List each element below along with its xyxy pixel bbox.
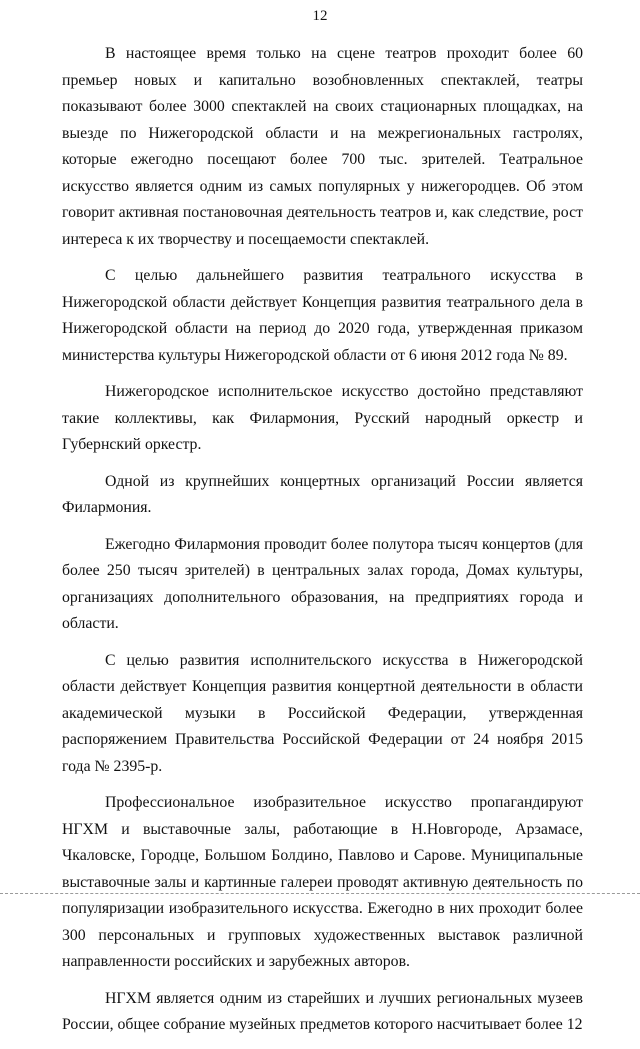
paragraph-fine-arts: Профессиональное изобразительное искусство пропагандируют НГХМ и выставочные залы, работающие в Н.Новгороде, Арзамасе, Чкаловске, Городце, Большом Болдино, Павлово и Сарове. Муниципальные выставочные залы и картинные галереи проводят активную деятельность по популяризации изобразительного искусства. Ежегодно в них проходит более 300 персональных и групповых художественных выставок различной направленности российских и зарубежных авторов. (62, 794, 583, 970)
page-number: 12 (312, 8, 328, 24)
body-text (62, 41, 583, 1049)
paragraph-philharmonic-concerts: Ежегодно Филармония проводит более полутора тысяч концертов (для более 250 тысяч зрителей) в центральных залах города, Домах культуры, организациях дополнительного образования, на предприятиях города и области. (62, 535, 583, 632)
paragraph-theatres: В настоящее время только на сцене театров проходит более 60 премьер новых и капитально возобновленных спектаклей, театры показывают более 3000 спектаклей на своих стационарных площадках, на выезде по Нижегородской области и на межрегиональных гастролях, которые ежегодно посещают более 700 тыс. зрителей. Театральное искусство является одним из самых популярных у нижегородцев. Об этом говорит активная постановочная деятельность театров и, как следствие, рост интереса к их творчеству и посещаемости спектаклей. (62, 45, 583, 248)
paragraph-museum: НГХМ является одним из старейших и лучших региональных музеев России, общее собрание музейных предметов которого насчитывает более 12 (62, 989, 583, 1033)
paragraph-theatre-concept: С целью дальнейшего развития театрального искусства в Нижегородской области действует Концепция развития театрального дела в Нижегородской области на период до 2020 года, утвержденная приказом министерства культуры Нижегородской области от 6 июня 2012 года № 89. (62, 267, 583, 364)
paragraph-philharmonic: Одной из крупнейших концертных организаций России является Филармония. (62, 472, 583, 516)
page-bottom-edge (0, 893, 640, 895)
paragraph-performing-arts: Нижегородское исполнительское искусство достойно представляют такие коллективы, как Филармония, Русский народный оркестр и Губернский оркестр. (62, 383, 583, 453)
paragraph-concert-concept: С целью развития исполнительского искусства в Нижегородской области действует Концепция развития концертной деятельности в области академической музыки в Российской Федерации, утвержденная распоряжением Правительства Российской Федерации от 24 ноября 2015 года № 2395-р. (62, 651, 583, 775)
